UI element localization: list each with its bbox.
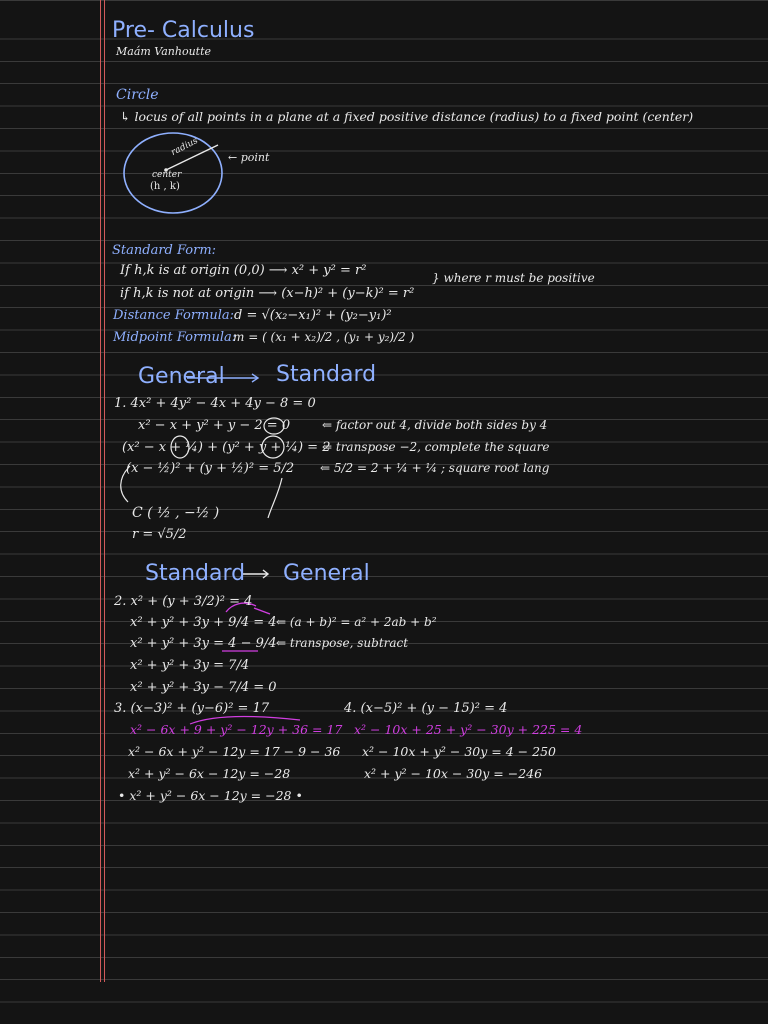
midpoint-formula-label: Midpoint Formula: bbox=[113, 330, 237, 345]
problem4-line-4: x² + y² − 10x − 30y = −246 bbox=[364, 766, 543, 781]
teacher-name: Maám Vanhoutte bbox=[116, 45, 212, 58]
circle-heading: Circle bbox=[116, 87, 159, 103]
problem3-line-3: x² − 6x + y² − 12y = 17 − 9 − 36 bbox=[128, 744, 341, 759]
circle-definition: ↳ locus of all points in a plane at a fixed positive distance (radius) to a fixed point (center) bbox=[120, 109, 694, 124]
center-label: center bbox=[152, 170, 182, 180]
origin-form: If h,k is at origin (0,0) ⟶ x² + y² = r² bbox=[120, 263, 367, 278]
g2s-line-2: x² − x + y² + y − 2 = 0 bbox=[138, 418, 291, 433]
problem2-line-3: x² + y² + 3y = 4 − 9/4 bbox=[130, 636, 277, 651]
problem4-line-3: x² − 10x + y² − 30y = 4 − 250 bbox=[362, 744, 556, 759]
problem4-line-2: x² − 10x + 25 + y² − 30y + 225 = 4 bbox=[354, 722, 583, 737]
g2s-radius: r = √5/2 bbox=[132, 527, 187, 542]
standard-heading-2: Standard bbox=[145, 561, 246, 586]
problem3-line-1: 3. (x−3)² + (y−6)² = 17 bbox=[114, 701, 270, 716]
problem3-line-4: x² + y² − 6x − 12y = −28 bbox=[128, 766, 291, 781]
problem2-line-5: x² + y² + 3y − 7/4 = 0 bbox=[130, 680, 277, 695]
distance-formula-label: Distance Formula: bbox=[113, 308, 235, 323]
point-label: ← point bbox=[228, 151, 270, 164]
g2s-note-2: ⇐ transpose −2, complete the square bbox=[322, 440, 550, 454]
problem3-line-2: x² − 6x + 9 + y² − 12y + 36 = 17 bbox=[130, 722, 343, 737]
g2s-note-1: ⇐ factor out 4, divide both sides by 4 bbox=[322, 418, 548, 432]
radius-label: radius bbox=[169, 136, 200, 159]
g2s-line-1: 1. 4x² + 4y² − 4x + 4y − 8 = 0 bbox=[114, 396, 316, 411]
problem2-note-2: ⇐ transpose, subtract bbox=[276, 636, 409, 650]
g2s-line-3: (x² − x + ¼) + (y² + y + ¼) = 2 bbox=[122, 440, 331, 455]
g2s-center: C ( ½ , −½ ) bbox=[132, 505, 220, 521]
brace-note: } where r must be positive bbox=[432, 271, 595, 285]
distance-formula: d = √(x₂−x₁)² + (y₂−y₁)² bbox=[234, 308, 392, 323]
problem2-line-1: 2. x² + (y + 3/2)² = 4 bbox=[114, 594, 253, 609]
g2s-note-3: ⇐ 5/2 = 2 + ¼ + ¼ ; square root lang bbox=[320, 461, 550, 475]
general-heading-2: General bbox=[283, 561, 370, 586]
general-heading: General bbox=[138, 364, 225, 389]
problem2-line-2: x² + y² + 3y + 9/4 = 4 bbox=[130, 615, 277, 630]
note-title: Pre- Calculus bbox=[112, 18, 255, 43]
problem3-answer: • x² + y² − 6x − 12y = −28 • bbox=[118, 788, 303, 803]
g2s-line-4: (x − ½)² + (y + ½)² = 5/2 bbox=[126, 461, 295, 476]
problem4-line-1: 4. (x−5)² + (y − 15)² = 4 bbox=[344, 701, 508, 716]
standard-form-heading: Standard Form: bbox=[112, 243, 217, 258]
problem2-line-4: x² + y² + 3y = 7/4 bbox=[130, 658, 250, 673]
center-coords: (h , k) bbox=[150, 181, 180, 192]
standard-heading: Standard bbox=[276, 362, 377, 387]
midpoint-formula: m = ( (x₁ + x₂)/2 , (y₁ + y₂)/2 ) bbox=[233, 330, 415, 344]
problem2-note-1: ⇐ (a + b)² = a² + 2ab + b² bbox=[276, 615, 437, 629]
not-origin-form: if h,k is not at origin ⟶ (x−h)² + (y−k)² = r² bbox=[120, 286, 415, 301]
